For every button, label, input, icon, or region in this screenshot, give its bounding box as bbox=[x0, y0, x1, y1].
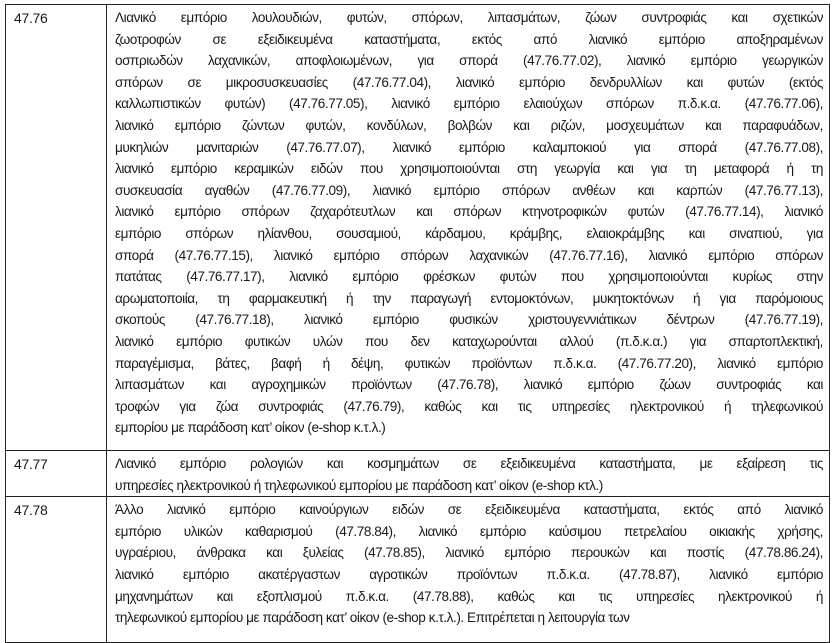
description-line: τηλεφωνικού εμπορίου με παράδοση κατ’ οίκον (e-shop κ.τ.λ.). Επιτρέπεται η λειτουργία των bbox=[115, 610, 630, 626]
description-line: μυκηλιών μανιταριών (47.76.77.07), λιανικό εμπόριο καλαμποκιού για σπορά (47.76.77.08), bbox=[115, 139, 823, 155]
activity-description bbox=[107, 451, 830, 497]
description-line: καλλωπιστικών φυτών) (47.76.77.05), λιανικό εμπόριο ελαιούχων σπόρων π.δ.κ.α. (47.76.77.06), bbox=[115, 96, 823, 112]
description-line: συσκευασία αγαθών (47.76.77.09), λιανικό εμπόριο σπόρων ανθέων και καρπών (47.76.77.13), bbox=[115, 182, 823, 198]
description-line: λιανικό εμπόριο σπόρων ζαχαρότευτλων και σπόρων κτηνοτροφικών φυτών (47.76.77.14), λιανικό bbox=[115, 204, 823, 220]
activity-codes-table bbox=[5, 4, 830, 643]
activity-code: 47.76 bbox=[6, 5, 107, 451]
description-line: ζωοτροφών σε εξειδικευμένα καταστήματα, εκτός από λιανικό εμπόριο αποξηραμένων bbox=[115, 31, 823, 47]
activity-description bbox=[107, 5, 830, 451]
description-line: παραγέμισμα, βάτες, βαφή ή δέψη, φυτικών προϊόντων π.δ.κ.α. (47.76.77.20), λιανικό εμπόριο bbox=[115, 355, 823, 371]
table-row bbox=[6, 5, 830, 451]
description-line: υπηρεσίες ηλεκτρονικού ή τηλεφωνικού εμπορίου με παράδοση κατ’ οίκον (e-shop κτλ.) bbox=[115, 477, 603, 493]
activity-description bbox=[107, 497, 830, 643]
description-line: Άλλο λιανικό εμπόριο καινούργιων ειδών σε εξειδικευμένα καταστήματα, εκτός από λιανικό bbox=[115, 502, 823, 518]
description-line: σπορά (47.76.77.15), λιανικό εμπόριο σπόρων λαχανικών (47.76.77.16), λιανικό εμπόριο σπόρων bbox=[115, 247, 823, 263]
description-line: τροφών για ζώα συντροφιάς (47.76.79), καθώς και τις υπηρεσίες ηλεκτρονικού ή τηλεφωνικού bbox=[115, 398, 823, 414]
description-line: σπόρων σε μικροσυσκευασίες (47.76.77.04), λιανικό εμπόριο δενδρυλλίων και φυτών (εκτός bbox=[115, 74, 823, 90]
description-line: σκοπούς (47.76.77.18), λιανικό εμπόριο φυσικών χριστουγεννιάτικων δέντρων (47.76.77.19), bbox=[115, 312, 823, 328]
description-line: υγραέριου, άνθρακα και ξυλείας (47.78.85), λιανικό εμπόριο περουκών και ποστίς (47.78.86.24), bbox=[115, 545, 823, 561]
description-line: εμπόριο σπόρων ηλίανθου, σουσαμιού, κάρδαμου, κράμβης, ελαιοκράμβης και σιναπιού, για bbox=[115, 225, 823, 241]
description-line: λιανικό εμπόριο ζώντων φυτών, κονδύλων, βολβών και ριζών, μοσχευμάτων και παραφυάδων, bbox=[115, 117, 823, 133]
description-line: εμπορίου με παράδοση κατ’ οίκον (e-shop κ.τ.λ.) bbox=[115, 420, 386, 436]
activity-code: 47.77 bbox=[6, 451, 107, 497]
description-line: πατάτας (47.76.77.17), λιανικό εμπόριο φρέσκων φυτών που χρησιμοποιούνται κυρίως στην bbox=[115, 269, 823, 285]
description-line: Λιανικό εμπόριο λουλουδιών, φυτών, σπόρων, λιπασμάτων, ζώων συντροφιάς και σχετικών bbox=[115, 10, 823, 25]
description-line: λιανικό εμπόριο φυτικών υλών που δεν καταχωρούνται αλλού (π.δ.κ.α.) για σπαρτοπλεκτική, bbox=[115, 333, 823, 349]
description-line: λιανικό εμπόριο ακατέργαστων αγροτικών προϊόντων π.δ.κ.α. (47.78.87), λιανικό εμπόριο bbox=[115, 566, 823, 582]
description-line: οσπριωδών λαχανικών, αποφλοιωμένων, για σπορά (47.76.77.02), λιανικό εμπόριο γεωργικών bbox=[115, 53, 823, 69]
activity-code: 47.78 bbox=[6, 497, 107, 643]
description-line: λιανικό εμπόριο κεραμικών ειδών που χρησιμοποιούνται στη γεωργία και για τη μεταφορά ή τη bbox=[115, 161, 823, 177]
description-line: εμπόριο υλικών καθαρισμού (47.78.84), λιανικό εμπόριο καύσιμου πετρελαίου οικιακής χρήσης, bbox=[115, 523, 823, 539]
description-line: λιπασμάτων και αγροχημικών προϊόντων (47.76.78), λιανικό εμπόριο ζώων συντροφιάς και bbox=[115, 377, 823, 393]
description-line: Λιανικό εμπόριο ρολογιών και κοσμημάτων σε εξειδικευμένα καταστήματα, με εξαίρεση τις bbox=[115, 456, 823, 471]
description-line: αρωματοποιία, τη φαρμακευτική ή την παραγωγή εντομοκτόνων, μυκητοκτόνων ή για παρόμοιους bbox=[115, 290, 823, 306]
table-row bbox=[6, 451, 830, 497]
description-line: μηχανημάτων και εξοπλισμού π.δ.κ.α. (47.78.88), καθώς και τις υπηρεσίες ηλεκτρονικού ή bbox=[115, 588, 823, 604]
table-row bbox=[6, 497, 830, 643]
